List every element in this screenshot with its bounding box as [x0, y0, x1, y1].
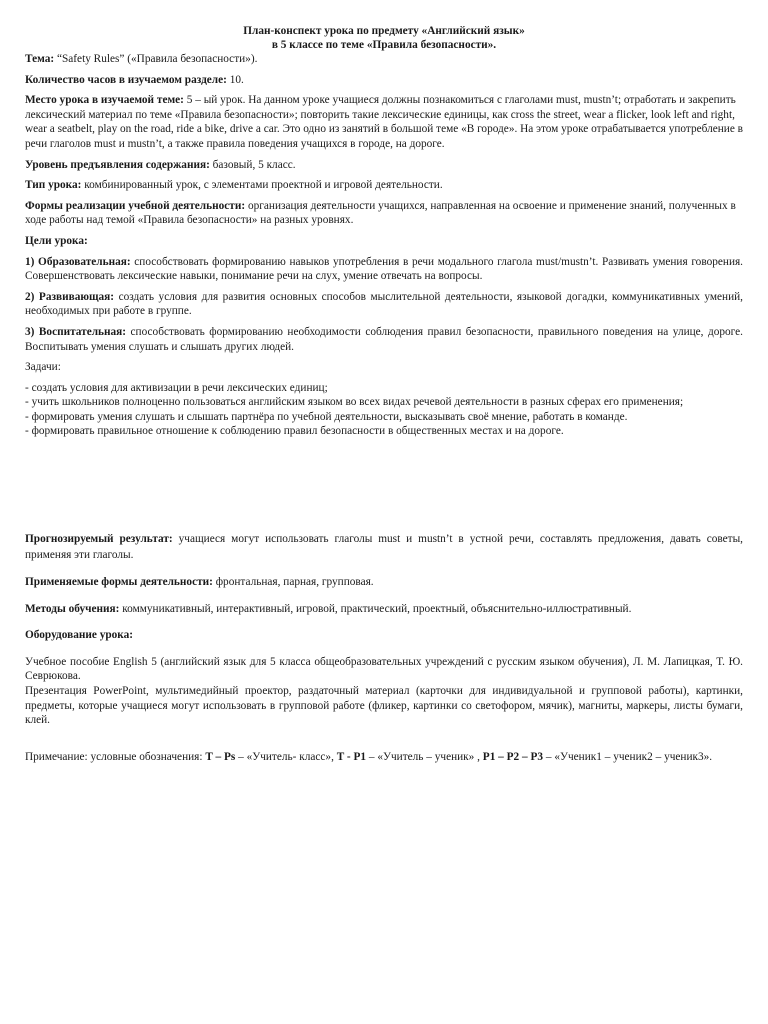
methods-label: Методы обучения:: [25, 602, 120, 615]
result-label: Прогнозируемый результат:: [25, 533, 173, 546]
goal-label: 3) Воспитательная:: [25, 325, 127, 338]
methods-paragraph: [25, 602, 743, 617]
goal-educational: [25, 255, 743, 284]
forms-label: Формы реализации учебной деятельности:: [25, 199, 246, 212]
type-value: комбинированный урок, с элементами проектной и игровой деятельности.: [81, 179, 443, 192]
note-prefix: Примечание: условные обозначения:: [25, 750, 206, 763]
list-item: - формировать правильное отношение к соблюдению правил безопасности в общественных местах и на дороге.: [25, 425, 564, 438]
note-paragraph: [25, 750, 743, 765]
hours-value: 10.: [226, 73, 244, 86]
level-label: Уровень предъявления содержания:: [25, 158, 210, 171]
goal-upbringing: [25, 325, 743, 354]
note-desc: – «Учитель- класс»,: [235, 750, 337, 763]
equipment-materials: Презентация PowerPoint, мультимедийный проектор, раздаточный материал (карточки для индивидуальной и групповой работы), картинки, предметы, которые учащиеся могут использовать в групповой работе (фликер, картинки со светофором, мячик), магниты, маркеры, листы бумаги, клей.: [25, 685, 743, 727]
title-line-2: в 5 классе по теме «Правила безопасности».: [271, 39, 497, 51]
hours-label: Количество часов в изучаемом разделе:: [25, 73, 227, 86]
goals-heading: Цели урока:: [25, 234, 88, 247]
equipment-list: [25, 655, 743, 728]
place-value: 5 – ый урок. На данном уроке учащиеся должны познакомиться с глаголами must, mustn’t; отработать и закрепить лексический материал по теме «Правила безопасности»; повторить такие лексические единицы, как cross the street, wear a flicker, look left and right, wear a seatbelt, play on the road, ride a bike, drive a car. Это одно из занятий в большой теме «В городе». На этом уроке отрабатывается употребление в речи глаголов must и mustn’t, а также правила поведения учащихся в городе, на дороге.: [25, 94, 744, 150]
lesson-plan-document: [25, 24, 743, 764]
title-line-1: План-конспект урока по предмету «Английский язык»: [243, 25, 525, 37]
tasks-heading: Задачи:: [25, 361, 61, 374]
goal-value: способствовать формированию необходимости соблюдения правил безопасности, правильного поведения на улице, дороге. Воспитывать умения слушать и слышать других людей.: [25, 325, 744, 353]
level-value: базовый, 5 класс.: [209, 158, 296, 171]
goal-value: создать условия для развития основных способов мыслительной деятельности, языковой догадки, коммуникативных умений, необходимых при работе в группе.: [25, 290, 743, 318]
equipment-heading: Оборудование урока:: [25, 629, 134, 642]
note-code: T - P1: [336, 750, 367, 763]
list-item: - формировать умения слушать и слышать партнёра по учебной деятельности, высказывать своё мнение, работать в команде.: [25, 410, 628, 423]
level-paragraph: [25, 158, 743, 173]
goal-value: способствовать формированию навыков употребления в речи модального глагола must/mustn’t. Развивать умения говорения. Совершенствовать лексические навыки, понимание речи на слух, умение отвечать на вопросы.: [25, 255, 744, 283]
forms-value: организация деятельности учащихся, направленная на освоение и применение знаний, полученных в ходе работы над темой «Правила безопасности» на разных уровнях.: [25, 199, 736, 227]
topic-paragraph: [25, 52, 743, 67]
activity-forms-paragraph: [25, 575, 743, 590]
document-title: [25, 24, 743, 52]
topic-label: Тема:: [25, 53, 55, 65]
equipment-textbook: Учебное пособие English 5 (английский язык для 5 класса общеобразовательных учреждений с русским языком обучения), Л. М. Лапицкая, Т. Ю. Севрюкова.: [25, 655, 743, 683]
note-code: T – Ps: [205, 750, 236, 763]
activity-forms-label: Применяемые формы деятельности:: [25, 576, 213, 589]
methods-value: коммуникативный, интерактивный, игровой, практический, проектный, объяснительно-иллюстративный.: [119, 602, 632, 615]
place-label: Место урока в изучаемой теме:: [25, 94, 184, 107]
note-desc: – «Ученик1 – ученик2 – ученик3».: [543, 750, 713, 763]
type-label: Тип урока:: [25, 179, 82, 192]
list-item: - создать условия для активизации в речи лексических единиц;: [25, 381, 328, 394]
result-value: учащиеся могут использовать глаголы must и mustn’t в устной речи, составлять предложения, давать советы, применяя эти глаголы.: [25, 533, 743, 562]
forms-paragraph: [25, 199, 743, 228]
type-paragraph: [25, 178, 743, 193]
goal-label: 2) Развивающая:: [25, 290, 115, 303]
activity-forms-value: фронтальная, парная, групповая.: [212, 576, 374, 589]
goal-label: 1) Образовательная:: [25, 255, 131, 268]
list-item: - учить школьников полноценно пользоваться английским языком во всех видах речевой деятельности в разных сферах его применения;: [25, 396, 684, 409]
goal-developing: [25, 290, 743, 319]
tasks-list: [25, 381, 743, 439]
topic-value: “Safety Rules” («Правила безопасности»).: [54, 53, 258, 65]
result-paragraph: [25, 531, 743, 563]
note-desc: – «Учитель – ученик» ,: [366, 750, 483, 763]
place-paragraph: [25, 93, 743, 151]
note-code: P1 – P2 – P3: [482, 750, 544, 763]
hours-paragraph: [25, 73, 743, 88]
